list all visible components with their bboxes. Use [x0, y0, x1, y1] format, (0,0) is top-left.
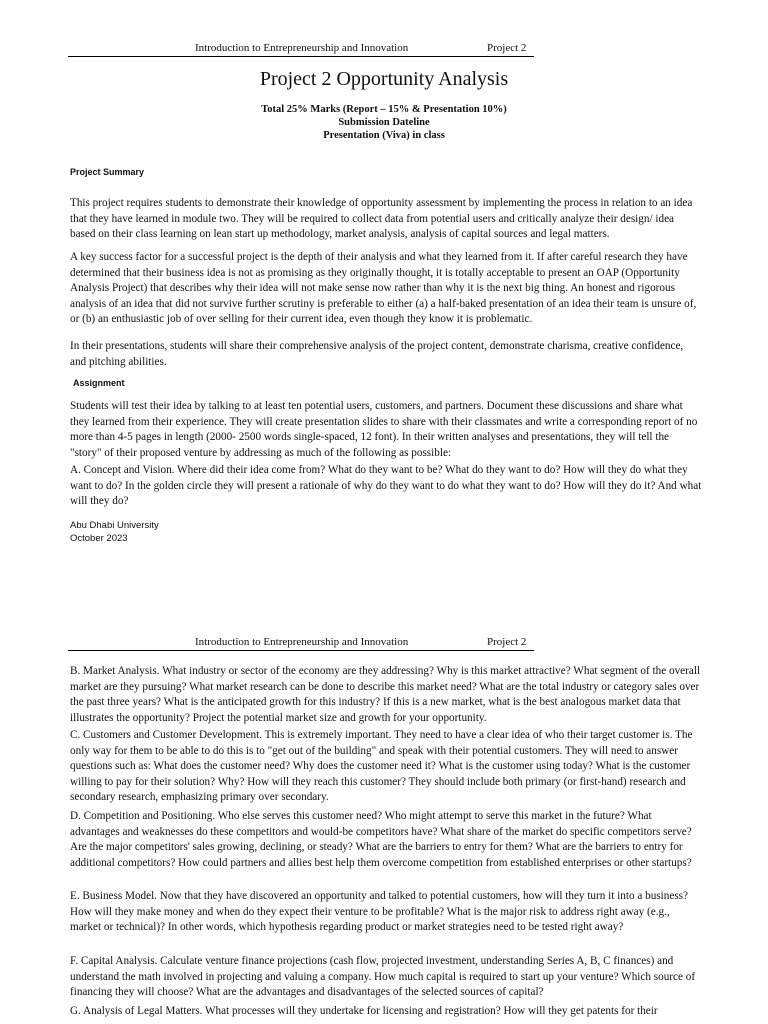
assignment-heading: Assignment [73, 378, 125, 388]
summary-paragraph-2: A key success factor for a successful project is the depth of their analysis and what they learned from it. If after careful research they have determined that their business idea is not as promising as they originally thought, it is totally acceptable to present an OAP (Opportunity Analysis Project) that describes why their idea will not make sense now rather than why it is the next big thing. An honest and rigorous analysis of an idea that did not survive further scrutiny is preferable to either (a) a half-baked presentation of an idea their team is unsure of, or (b) an enthusiastic job of over selling for their current idea, even though they know it is problematic. [70, 251, 697, 326]
page-header [68, 630, 534, 651]
item-f-capital-analysis: F. Capital Analysis. Calculate venture finance projections (cash flow, projected investment, understanding Series A, B, C finances) and understand the math involved in projecting and valuing a company. How much capital is required to start up your venture? Which source of financing they will choose? What are the advantages and disadvantages of the selected sources of capital? [70, 955, 696, 999]
project-label: Project 2 [487, 42, 527, 54]
summary-paragraph-3: In their presentations, students will share their comprehensive analysis of the project content, demonstrate charisma, creative confidence, and pitching abilities. [70, 340, 684, 368]
marks-line: Total 25% Marks (Report – 15% & Presentation 10%) [261, 104, 507, 115]
project-summary-heading: Project Summary [70, 167, 145, 177]
item-e-business-model: E. Business Model. Now that they have discovered an opportunity and talked to potential customers, how will they turn it into a business? How will they make money and when do they expect their venture to be profitable? What is the major risk to address right away (e.g., market or technical)? In other words, which hypothesis regarding product or market strategies need to be tested right away? [70, 890, 689, 934]
institution-footer: Abu Dhabi University [70, 520, 159, 531]
page-header [68, 36, 534, 57]
date-footer: October 2023 [70, 533, 128, 544]
item-d-competition: D. Competition and Positioning. Who else serves this customer need? Who might attempt to serve this market in the future? What advantages and weaknesses do these competitors and would-be competitors have? What share of the market do specific competitors serve? Are the major competitors' sales growing, declining, or steady? What are the barriers to entry for them? What are the barriers to entry for additional competitors? How could partners and allies best help them overcome competition from established enterprises or other startups? [70, 810, 692, 869]
deadline-line: Submission Dateline [338, 117, 430, 128]
course-title: Introduction to Entrepreneurship and Innovation [195, 42, 409, 54]
course-title: Introduction to Entrepreneurship and Innovation [195, 636, 409, 648]
project-label: Project 2 [487, 636, 527, 648]
presentation-line: Presentation (Viva) in class [323, 130, 445, 141]
item-g-legal-matters: G. Analysis of Legal Matters. What processes will they undertake for licensing and registration? How will they get patents for their [70, 1005, 658, 1017]
item-b-market-analysis: B. Market Analysis. What industry or sector of the economy are they addressing? Why is this market attractive? What segment of the overall market are they pursuing? What market research can be done to describe this market need? What are the total industry or category sales over the past three years? What is the anticipated growth for this industry? If this is a new market, what is the best analogous market data that illustrates the opportunity? Project the potential market size and growth for your opportunity. [70, 665, 701, 724]
item-a-concept-vision: A. Concept and Vision. Where did their idea come from? What do they want to be? What do they want to do? How will they do what they want to do? In the golden circle they will present a rationale of why do they want to do what they want to do? How will they do it? And what will they do? [70, 464, 702, 508]
item-c-customers: C. Customers and Customer Development. This is extremely important. They need to have a clear idea of who their target customer is. The only way for them to be able to do this is to "get out of the building" and speak with their potential customers. They will need to answer questions such as: What does the customer need? Why does the customer need it? What is the customer using today? What is the customer willing to pay for their solution? Why? How will they reach this customer? They should include both primary (or first-hand) research and secondary research, emphasizing primary over secondary. [70, 729, 693, 804]
assignment-paragraph: Students will test their idea by talking to at least ten potential users, customers, and partners. Document these discussions and share what they learned from their experience. They will create presentation slides to share with their classmates and write a corresponding report of no more than 4-5 pages in length (2000- 2500 words single-spaced, 12 font). In their written analyses and presentations, they will tell the "story" of their proposed venture by addressing as much of the following as possible: [70, 400, 698, 459]
summary-paragraph-1: This project requires students to demonstrate their knowledge of opportunity assessment by implementing the process in relation to an idea that they have learned in module two. They will be required to collect data from potential users and critically analyze their design/ idea based on their class learning on lean start up methodology, market analysis, analysis of capital sources and legal matters. [70, 197, 693, 241]
document-title: Project 2 Opportunity Analysis [259, 68, 509, 90]
